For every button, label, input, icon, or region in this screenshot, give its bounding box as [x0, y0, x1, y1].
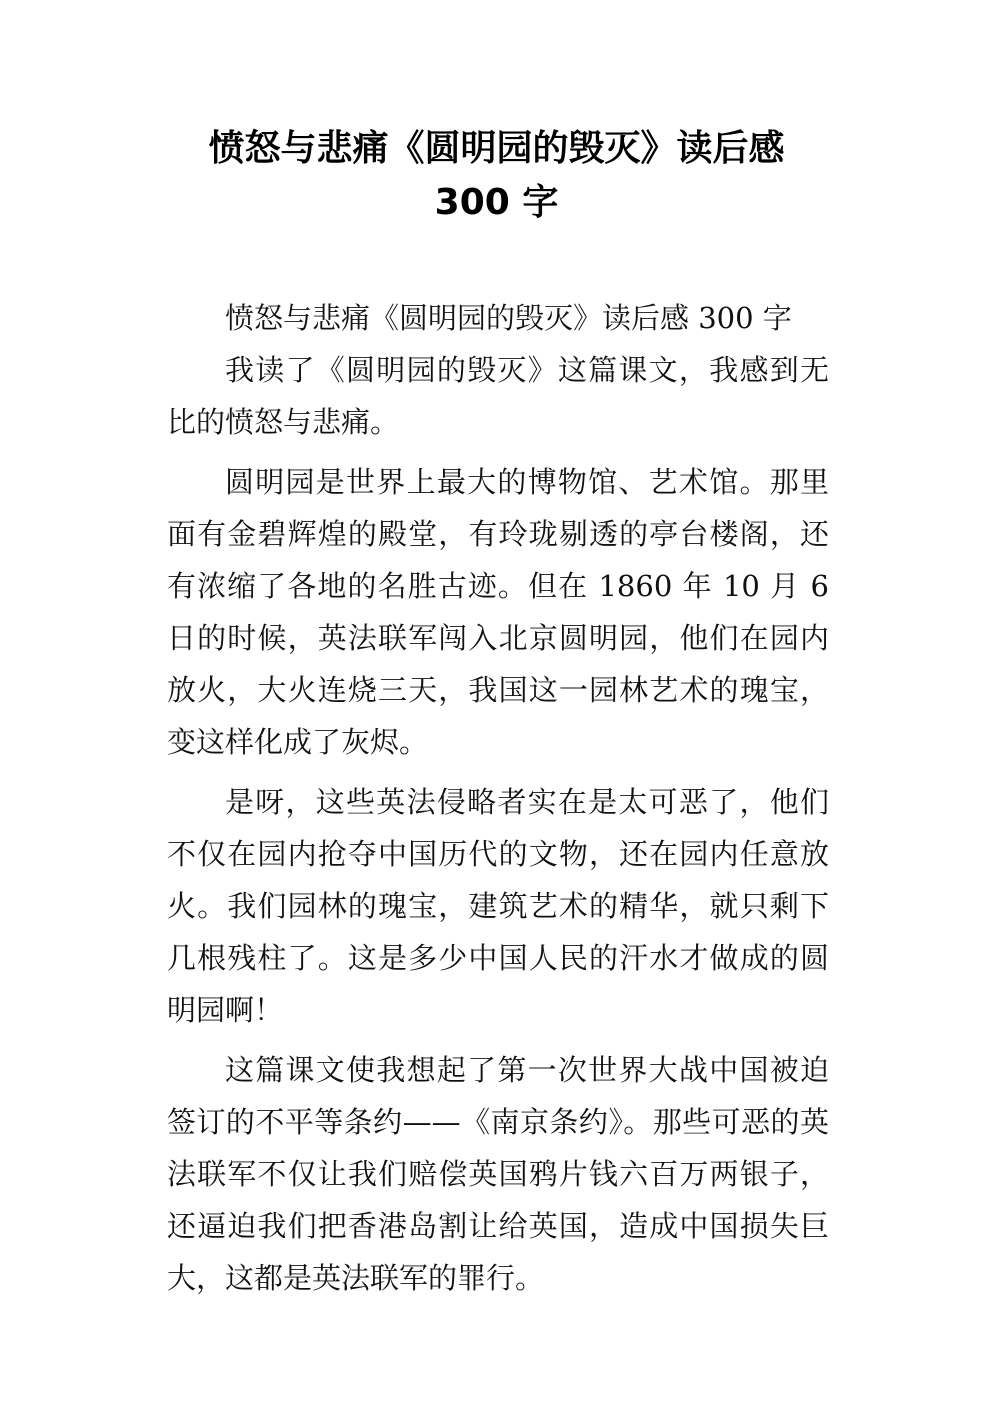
title-line-1: 愤怒与悲痛《圆明园的毁灭》读后感 — [208, 128, 785, 169]
paragraph-2: 圆明园是世界上最大的博物馆、艺术馆。那里面有金碧辉煌的殿堂，有玲珑剔透的亭台楼阁，还有浓缩了各地的名胜古迹。但在 1860 年 10 月 6 日的时候，英法联军闯入北京圆明园，他们在园内放火，大火连烧三天，我国这一园林艺术的瑰宝，变这样化成了灰烬。 — [167, 465, 829, 759]
document-title — [0, 122, 993, 230]
subtitle-paragraph: 愤怒与悲痛《圆明园的毁灭》读后感 300 字 — [225, 301, 792, 335]
paragraph-3: 是呀，这些英法侵略者实在是太可恶了，他们不仅在园内抢夺中国历代的文物，还在园内任意放火。我们园林的瑰宝，建筑艺术的精华，就只剩下几根残柱了。这是多少中国人民的汗水才做成的圆明园啊！ — [167, 785, 829, 1027]
paragraph-4: 这篇课文使我想起了第一次世界大战中国被迫签订的不平等条约——《南京条约》。那些可恶的英法联军不仅让我们赔偿英国鸦片钱六百万两银子，还逼迫我们把香港岛割让给英国，造成中国损失巨大，这都是英法联军的罪行。 — [167, 1053, 829, 1295]
title-line-2: 300 字 — [434, 182, 559, 223]
paragraph-1: 我读了《圆明园的毁灭》这篇课文，我感到无比的愤怒与悲痛。 — [167, 353, 829, 439]
document-body — [167, 292, 829, 1304]
